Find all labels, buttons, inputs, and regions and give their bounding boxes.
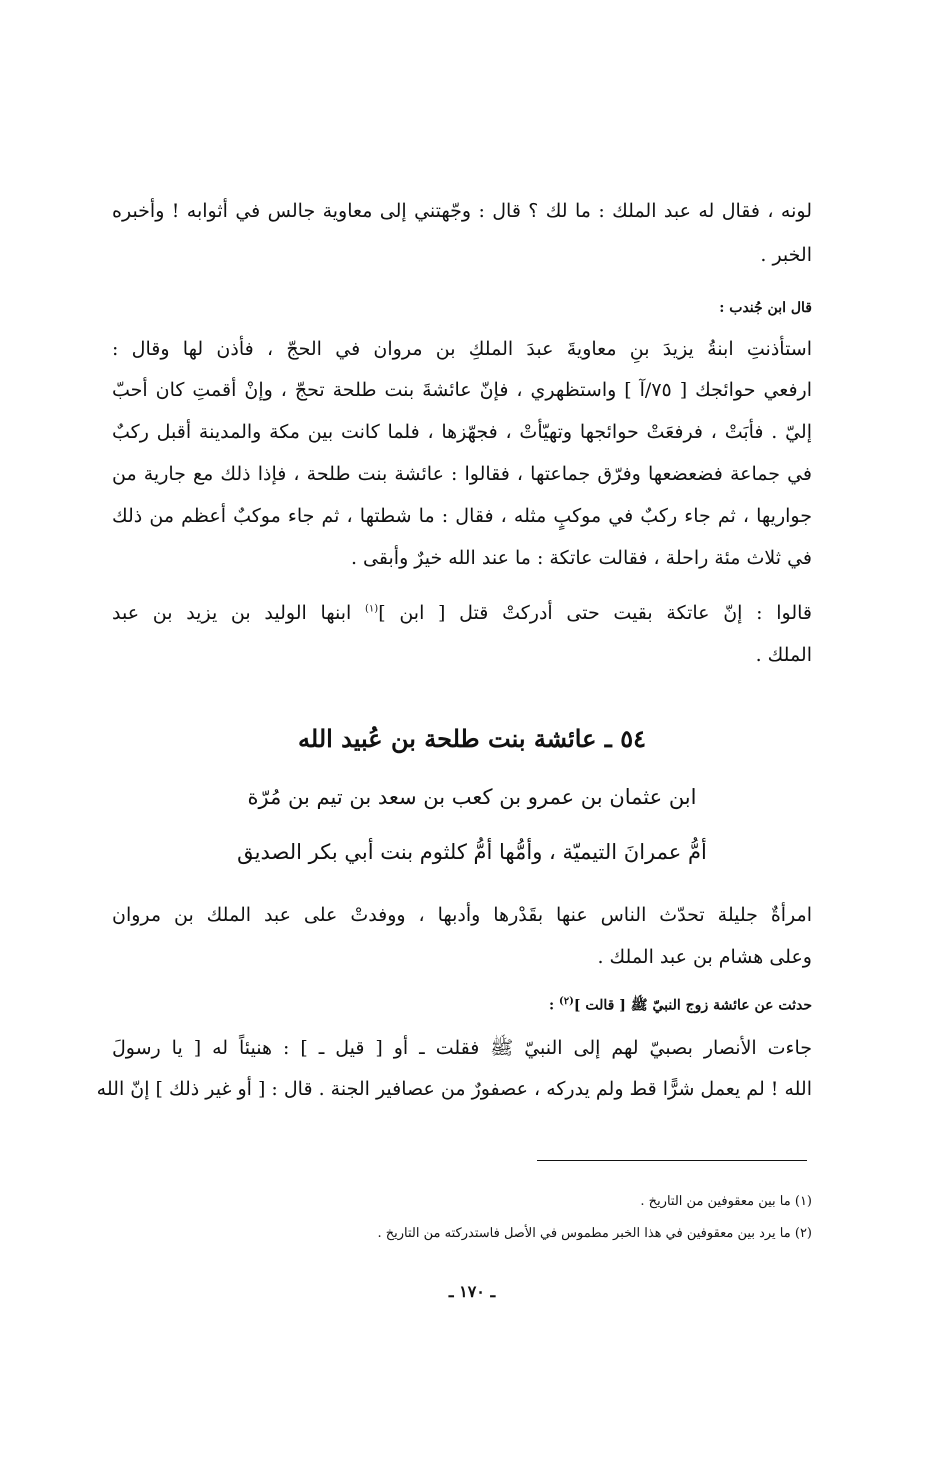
bio-line-1: امرأةٌ جليلة تحدّث الناس عنها بقَدْرها وأدبها ، ووفدتْ على عبد الملك بن مروان <box>112 904 812 926</box>
bio-line-2: وعلى هشام بن عبد الملك . <box>597 946 812 968</box>
footnote-ref-1: (١) <box>365 603 379 615</box>
footnote-1: (١) ما بين معقوفين من التاريخ . <box>640 1194 812 1209</box>
paragraph-3-text-b: ابنها الوليد بن يزيد بن عبد <box>112 602 366 624</box>
paragraph-3-line-2: الملك . <box>755 644 812 666</box>
paragraph-3-line-1 <box>112 602 812 624</box>
kunya-line: أمُّ عمرانَ التيميّة ، وأمُّها أمُّ كلثوم بنت أبي بكر الصديق <box>237 840 707 864</box>
hadith-line-2: الله ! لم يعمل شرًّا قط ولم يدركه ، عصفورٌ من عصافير الجنة . قال : [ أو غير ذلك ] إنّ الله <box>96 1078 812 1100</box>
paragraph-2-line-5: جواريها ، ثم جاء ركبٌ في موكبٍ مثله ، فقال : ما شطتها ، ثم جاء موكبٌ أعظم من ذلك <box>112 505 812 527</box>
hadith-intro-text: حدثت عن عائشة زوج النبيّ ﷺ [ قالت ] <box>573 997 812 1014</box>
footnote-ref-2: (٢) <box>559 996 574 1007</box>
paragraph-3-text-a: قالوا : إنّ عاتكة بقيت حتى أدركتْ قتل [ ابن ] <box>378 602 812 624</box>
paragraph-2-line-2: ارفعي حوائجك [ ٧٥/آ ] واستظهري ، فإنّ عائشةَ بنت طلحة تحجّ ، وإنْ أقمتِ كان أحبّ <box>112 379 812 401</box>
hadith-line-1: جاءت الأنصار بصبيّ لهم إلى النبيّ ﷺ فقلت ـ أو [ قيل ـ ] : هنيئاً له [ يا رسولَ <box>112 1037 812 1059</box>
narrator-intro: قال ابن جُندب : <box>719 300 812 316</box>
paragraph-1-line-1: لونه ، فقال له عبد الملك : ما لك ؟ قال : وجّهتني إلى معاوية جالس في أثوابه ! وأخبره <box>112 200 812 222</box>
page-number: ـ ١٧٠ ـ <box>448 1282 496 1301</box>
footnote-separator <box>537 1160 807 1161</box>
paragraph-2-line-6: في ثلاث مئة راحلة ، فقالت عاتكة : ما عند الله خيرٌ وأبقى . <box>350 547 812 569</box>
footnote-2: (٢) ما يرد بين معقوفين في هذا الخبر مطموس في الأصل فاستدركته من التاريخ . <box>377 1226 812 1241</box>
hadith-intro <box>112 996 812 1017</box>
lineage-line: ابن عثمان بن عمرو بن كعب بن سعد بن تيم بن مُرّة <box>247 785 697 809</box>
paragraph-1-line-2: الخبر . <box>760 244 812 266</box>
paragraph-2-line-1: استأذنتِ ابنةُ يزيدَ بنِ معاويةَ عبدَ الملكِ بن مروان في الحجّ ، فأذن لها وقال : <box>112 338 812 360</box>
paragraph-2-line-3: إليّ . فأبَتْ ، فرفعَتْ حوائجها وتهيّأتْ ، فجهّزها ، فلما كانت بين مكة والمدينة أقبل ركبٌ <box>112 421 812 443</box>
paragraph-2-line-4: في جماعة فضعضعها وفرّق جماعتها ، فقالوا : عائشة بنت طلحة ، فإذا ذلك مع جارية من <box>112 463 812 485</box>
hadith-intro-colon: : <box>548 997 560 1014</box>
section-title: ٥٤ ـ عائشة بنت طلحة بن عُبيد الله <box>298 724 646 753</box>
